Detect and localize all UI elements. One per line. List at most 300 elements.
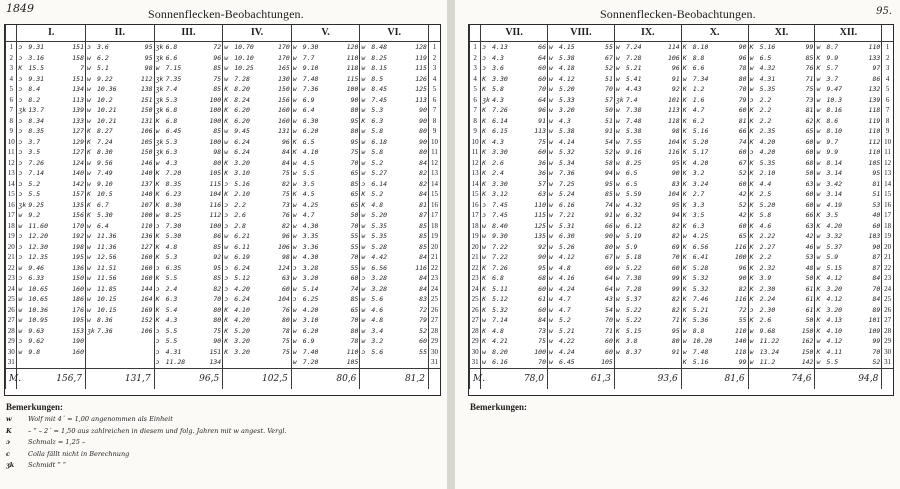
observation-cell (154, 158, 223, 169)
observer-mark: w (615, 190, 620, 198)
observer-mark: w (87, 116, 91, 125)
observation-time: 5.2 (371, 190, 384, 198)
observation-entry (156, 74, 222, 85)
observation-entry (18, 284, 84, 295)
observation-entry (293, 189, 359, 200)
observer-mark: K (682, 358, 687, 366)
observer-mark: K (749, 295, 754, 303)
monthly-mean: 81,2 (360, 368, 429, 389)
observation-entry (616, 242, 680, 253)
observer-mark: w (155, 211, 160, 219)
observation-entry (816, 315, 880, 326)
day-number: 26 (470, 305, 481, 316)
observation-cell (223, 137, 292, 148)
table-row (6, 63, 441, 74)
observation-cell (223, 305, 292, 316)
observation-time: 3.30 (492, 148, 508, 156)
observation-entry (482, 84, 546, 95)
observer-mark: ɔ (749, 148, 754, 156)
observation-entry (293, 95, 359, 106)
relative-number: 65 (350, 190, 359, 198)
observation-cell (548, 263, 615, 274)
observer-mark: K (482, 326, 487, 335)
observation-time: 7.40 (302, 347, 319, 356)
observation-time: 4.5 (302, 190, 315, 198)
relative-number: 85 (213, 85, 222, 93)
observation-entry (616, 210, 680, 221)
day-number: 15 (6, 189, 17, 200)
observation-entry (750, 347, 814, 358)
table-row (6, 168, 441, 179)
observation-entry (482, 53, 546, 64)
observation-cell (548, 294, 615, 305)
relative-number: 186 (72, 295, 85, 303)
relative-number: 110 (140, 221, 153, 230)
relative-number: 70 (605, 85, 613, 93)
relative-number: 87 (419, 211, 427, 219)
observation-cell (86, 116, 155, 127)
day-number: 2 (470, 53, 481, 64)
observation-time: 4.11 (826, 347, 843, 356)
relative-number: 52 (605, 148, 613, 156)
relative-number: 84 (872, 295, 881, 303)
observation-cell (614, 74, 681, 85)
observation-cell (481, 53, 548, 64)
observation-entry (816, 42, 880, 53)
observation-entry (683, 305, 747, 316)
observation-time: 4.24 (559, 284, 575, 293)
observation-cell (17, 179, 86, 190)
day-number: 29 (882, 336, 893, 347)
observer-mark: w (615, 64, 620, 72)
relative-number: 110 (868, 148, 881, 156)
relative-number: 72 (419, 305, 427, 314)
observation-entry (683, 168, 747, 179)
day-number: 6 (428, 95, 440, 106)
observation-entry (224, 242, 290, 253)
relative-number: 127 (140, 242, 153, 251)
observation-entry (156, 63, 222, 74)
observation-time: 6.9 (302, 95, 315, 104)
relative-number: 98 (671, 127, 680, 135)
observation-entry (18, 305, 84, 316)
year-label: 1849 (6, 2, 34, 15)
relative-number: 54 (605, 305, 613, 314)
observer-mark: w (18, 295, 23, 303)
observer-mark: w (682, 232, 687, 240)
remark-text: – ” – 2´ = 1,50 aus zahlreichen in diesem und folg. Jahren mit w angest. Vergl. (28, 426, 287, 435)
observer-mark: w (292, 316, 297, 324)
observation-entry (549, 252, 613, 263)
relative-number: 61 (805, 305, 814, 314)
relative-number: 87 (872, 263, 881, 272)
observation-time: 9.63 (28, 326, 45, 335)
relative-number: 95 (671, 200, 680, 209)
observation-cell (614, 231, 681, 242)
observation-cell (223, 294, 292, 305)
observer-mark: w (87, 64, 91, 72)
day-number: 27 (470, 315, 481, 326)
observer-mark: K (87, 211, 91, 219)
observation-entry (18, 126, 84, 137)
relative-number: 106 (667, 53, 680, 62)
day-number: 16 (6, 200, 17, 211)
relative-number: 66 (738, 127, 747, 135)
observer-mark: K (292, 190, 297, 198)
relative-number: 99 (805, 43, 814, 51)
observation-entry (549, 336, 613, 347)
observer-mark: w (816, 337, 821, 345)
observer-mark: ʒk (155, 137, 164, 146)
relative-number: 104 (209, 190, 222, 198)
observation-time: 7.26 (28, 158, 45, 167)
observer-mark: ɔ (361, 274, 366, 282)
observer-mark: w (549, 316, 553, 324)
observation-time: 6.5 (625, 169, 638, 177)
observation-cell (360, 326, 429, 337)
observation-cell (748, 189, 815, 200)
observation-cell (86, 305, 155, 316)
observation-cell (223, 231, 292, 242)
observation-time: 3.36 (302, 242, 319, 251)
observation-cell (815, 42, 882, 53)
observation-time: 6.24 (234, 137, 250, 146)
relative-number: 78 (350, 337, 359, 345)
table-row (6, 336, 441, 347)
observation-cell (815, 179, 882, 190)
observer-mark: K (682, 295, 687, 303)
observation-entry (87, 137, 153, 148)
observation-time: 2.6 (492, 158, 504, 167)
observation-time: 4.10 (234, 305, 250, 314)
observer-mark: w (549, 284, 553, 293)
observer-mark: w (615, 242, 620, 251)
observation-cell (481, 168, 548, 179)
observer-mark: w (615, 211, 620, 219)
observation-time: 8.20 (492, 347, 508, 356)
observation-time: 7.21 (559, 211, 575, 219)
observer-mark: w (682, 326, 687, 335)
relative-number: 140 (72, 169, 85, 177)
observer-mark: ʒk (155, 85, 164, 93)
relative-number: 75 (281, 169, 290, 177)
observation-entry (156, 221, 222, 232)
table-row (6, 53, 441, 64)
observation-entry (156, 42, 222, 53)
observation-entry (361, 179, 427, 190)
observer-mark: ɔ (18, 253, 23, 261)
day-number: 21 (882, 252, 893, 263)
observation-entry (816, 53, 880, 64)
observation-entry (683, 42, 747, 53)
observer-mark: ɔ (482, 211, 487, 219)
monthly-mean-row (6, 368, 441, 389)
observer-mark: w (615, 200, 620, 209)
relative-number: 63 (538, 190, 546, 198)
observation-time: 9.8 (28, 347, 41, 356)
observation-time: 2.30 (759, 305, 776, 314)
relative-number: 116 (209, 200, 222, 209)
day-number: 25 (470, 294, 481, 305)
observation-entry (549, 210, 613, 221)
observation-entry (482, 326, 546, 337)
table-row (6, 294, 441, 305)
observation-entry (156, 284, 222, 295)
observer-mark: w (749, 326, 754, 335)
day-number: 23 (470, 273, 481, 284)
relative-number: 60 (805, 200, 814, 209)
observer-mark: K (615, 326, 620, 335)
observation-time: 10.36 (97, 85, 117, 93)
observation-time: 4.8 (492, 326, 504, 335)
relative-number: 116 (667, 148, 680, 156)
observer-mark: K (749, 200, 754, 209)
observation-cell (360, 42, 429, 53)
observation-time: 7.24 (625, 43, 642, 51)
observer-mark: w (292, 127, 297, 135)
observation-cell (481, 179, 548, 190)
observation-entry (87, 231, 153, 242)
observation-entry (156, 315, 222, 326)
observation-cell (360, 231, 429, 242)
relative-number: 106 (278, 242, 290, 251)
observation-time: 8.48 (371, 43, 388, 51)
observation-cell (223, 357, 292, 368)
observation-time: 8.2 (28, 95, 41, 104)
observation-entry (616, 305, 680, 316)
month-header: IV. (223, 25, 292, 42)
observer-mark: w (482, 232, 487, 240)
day-number: 30 (882, 347, 893, 358)
observation-entry (224, 347, 290, 358)
observation-cell (223, 347, 292, 358)
observer-mark: w (361, 53, 366, 62)
observation-time: 5.32 (692, 284, 709, 293)
observation-cell (748, 84, 815, 95)
observation-cell (481, 42, 548, 53)
observation-cell (681, 158, 748, 169)
table-row (470, 179, 894, 190)
observation-cell (360, 147, 429, 158)
observer-mark: K (682, 137, 687, 146)
observation-time: 8.24 (234, 95, 250, 104)
observation-cell (86, 284, 155, 295)
mean-label: M. (470, 368, 481, 389)
relative-number: 96 (738, 263, 747, 272)
observation-time: 5.1 (97, 64, 109, 72)
relative-number: 100 (209, 221, 222, 230)
observation-cell (548, 284, 615, 295)
observation-entry (361, 95, 427, 106)
observation-cell (748, 315, 815, 326)
observation-cell (86, 221, 155, 232)
observation-cell (86, 179, 155, 190)
month-header: IX. (614, 25, 681, 42)
observation-cell (154, 126, 223, 137)
observation-entry (683, 315, 747, 326)
relative-number: 176 (72, 305, 85, 314)
observer-mark: w (292, 347, 297, 356)
observation-entry (156, 263, 222, 274)
observation-cell (17, 168, 86, 179)
observation-entry (616, 315, 680, 326)
day-number: 14 (882, 179, 893, 190)
observation-cell (481, 95, 548, 106)
mean-spacer (428, 368, 440, 389)
day-number: 28 (470, 326, 481, 337)
relative-number: 80 (281, 316, 290, 324)
day-number: 18 (428, 221, 440, 232)
observer-mark: w (361, 263, 366, 272)
observation-time: 4.32 (625, 200, 642, 209)
table-row (470, 221, 894, 232)
relative-number: 150 (72, 274, 85, 282)
month-header: VIII. (548, 25, 615, 42)
day-number: 11 (428, 147, 440, 158)
observation-cell (481, 84, 548, 95)
table-row (470, 189, 894, 200)
relative-number: 50 (805, 316, 814, 324)
relative-number: 64 (605, 284, 613, 293)
relative-number: 160 (140, 263, 153, 272)
observation-entry (816, 284, 880, 295)
observation-entry (683, 210, 747, 221)
relative-number: 86 (213, 232, 222, 240)
observer-mark: w (682, 74, 687, 83)
observation-entry (18, 231, 84, 242)
observation-time: 7.26 (492, 106, 508, 114)
observer-mark: w (361, 232, 366, 240)
observation-time: 5.27 (371, 169, 388, 177)
observation-cell (360, 126, 429, 137)
relative-number: 60 (538, 148, 546, 156)
observer-mark: ɔ (155, 284, 160, 293)
observation-time: 5.7 (826, 64, 839, 72)
relative-number: 82 (671, 232, 680, 240)
observation-cell (815, 74, 882, 85)
observation-cell (681, 347, 748, 358)
relative-number: 60 (805, 137, 814, 146)
observation-cell (291, 42, 360, 53)
observation-time: 5.3 (371, 106, 384, 114)
observer-mark: w (292, 43, 297, 51)
table-row (470, 126, 894, 137)
observation-entry (156, 84, 222, 95)
observation-cell (548, 53, 615, 64)
observer-mark: w (549, 127, 553, 135)
observer-mark: w (482, 221, 487, 230)
observation-time: 6.45 (559, 358, 575, 366)
relative-number: 96 (213, 53, 222, 62)
observer-mark: w (87, 74, 91, 83)
observation-cell (815, 315, 882, 326)
day-number: 7 (470, 105, 481, 116)
month-header: V. (291, 25, 360, 42)
observation-entry (816, 105, 880, 116)
observer-mark: K (749, 106, 754, 114)
observer-mark: w (749, 53, 754, 62)
table-row (470, 357, 894, 368)
observation-entry (87, 210, 153, 221)
day-number: 29 (428, 336, 440, 347)
observer-mark: w (749, 347, 754, 356)
observation-cell (360, 95, 429, 106)
day-number: 27 (428, 315, 440, 326)
observer-mark: K (224, 305, 229, 314)
observation-time: 6.35 (165, 263, 182, 272)
relative-number: 36 (538, 158, 546, 167)
observation-time: 3.20 (234, 158, 250, 167)
observation-time: 4.10 (302, 148, 319, 156)
observation-time: 9.22 (97, 74, 113, 83)
observation-cell (548, 95, 615, 106)
observer-mark: w (361, 284, 366, 293)
observer-mark: w (292, 358, 297, 366)
observer-mark: w (292, 85, 297, 93)
relative-number: 92 (538, 242, 546, 251)
observer-mark: w (361, 95, 366, 104)
observation-entry (18, 221, 84, 232)
observation-entry (18, 294, 84, 305)
observer-mark: w (361, 85, 366, 93)
table-row (470, 242, 894, 253)
observation-cell (291, 242, 360, 253)
observation-time: 7.38 (625, 274, 642, 282)
observer-mark: w (816, 95, 821, 104)
observer-mark: w (749, 74, 754, 83)
observation-time: 5.20 (234, 326, 250, 335)
observer-mark: K (682, 116, 687, 125)
day-number: 30 (6, 347, 17, 358)
observation-time: 8.5 (371, 74, 384, 83)
observation-cell (681, 74, 748, 85)
observer-mark: w (292, 95, 297, 104)
relative-number: 50 (805, 169, 814, 177)
observation-cell (291, 147, 360, 158)
observation-time: 10.65 (28, 295, 48, 303)
observer-mark: w (549, 326, 553, 335)
observation-time: 6.3 (165, 148, 178, 156)
observation-time: 4.25 (692, 232, 709, 240)
observation-cell (748, 105, 815, 116)
observer-mark: w (87, 284, 91, 293)
observation-cell (548, 116, 615, 127)
observation-cell (223, 42, 292, 53)
observation-entry (224, 221, 290, 232)
relative-number: 94 (605, 169, 613, 177)
observer-mark: w (615, 148, 620, 156)
observation-time: 5.20 (559, 85, 575, 93)
observation-entry (616, 63, 680, 74)
observation-entry (482, 158, 546, 169)
relative-number: 96 (281, 137, 290, 146)
relative-number: 160 (278, 106, 290, 114)
observer-mark: w (615, 232, 620, 240)
observation-cell (481, 347, 548, 358)
relative-number: 100 (209, 137, 222, 146)
relative-number: 114 (667, 43, 680, 51)
observer-mark: w (87, 295, 91, 303)
observation-time: 6.16 (559, 200, 575, 209)
day-number: 2 (6, 53, 17, 64)
monthly-mean: 78,0 (481, 368, 548, 389)
relative-number: 153 (72, 326, 85, 335)
observation-cell (360, 273, 429, 284)
observation-time: 6.20 (302, 127, 319, 135)
observer-mark: ɔ (18, 53, 23, 62)
relative-number: 75 (281, 337, 290, 345)
day-number: 23 (882, 273, 893, 284)
